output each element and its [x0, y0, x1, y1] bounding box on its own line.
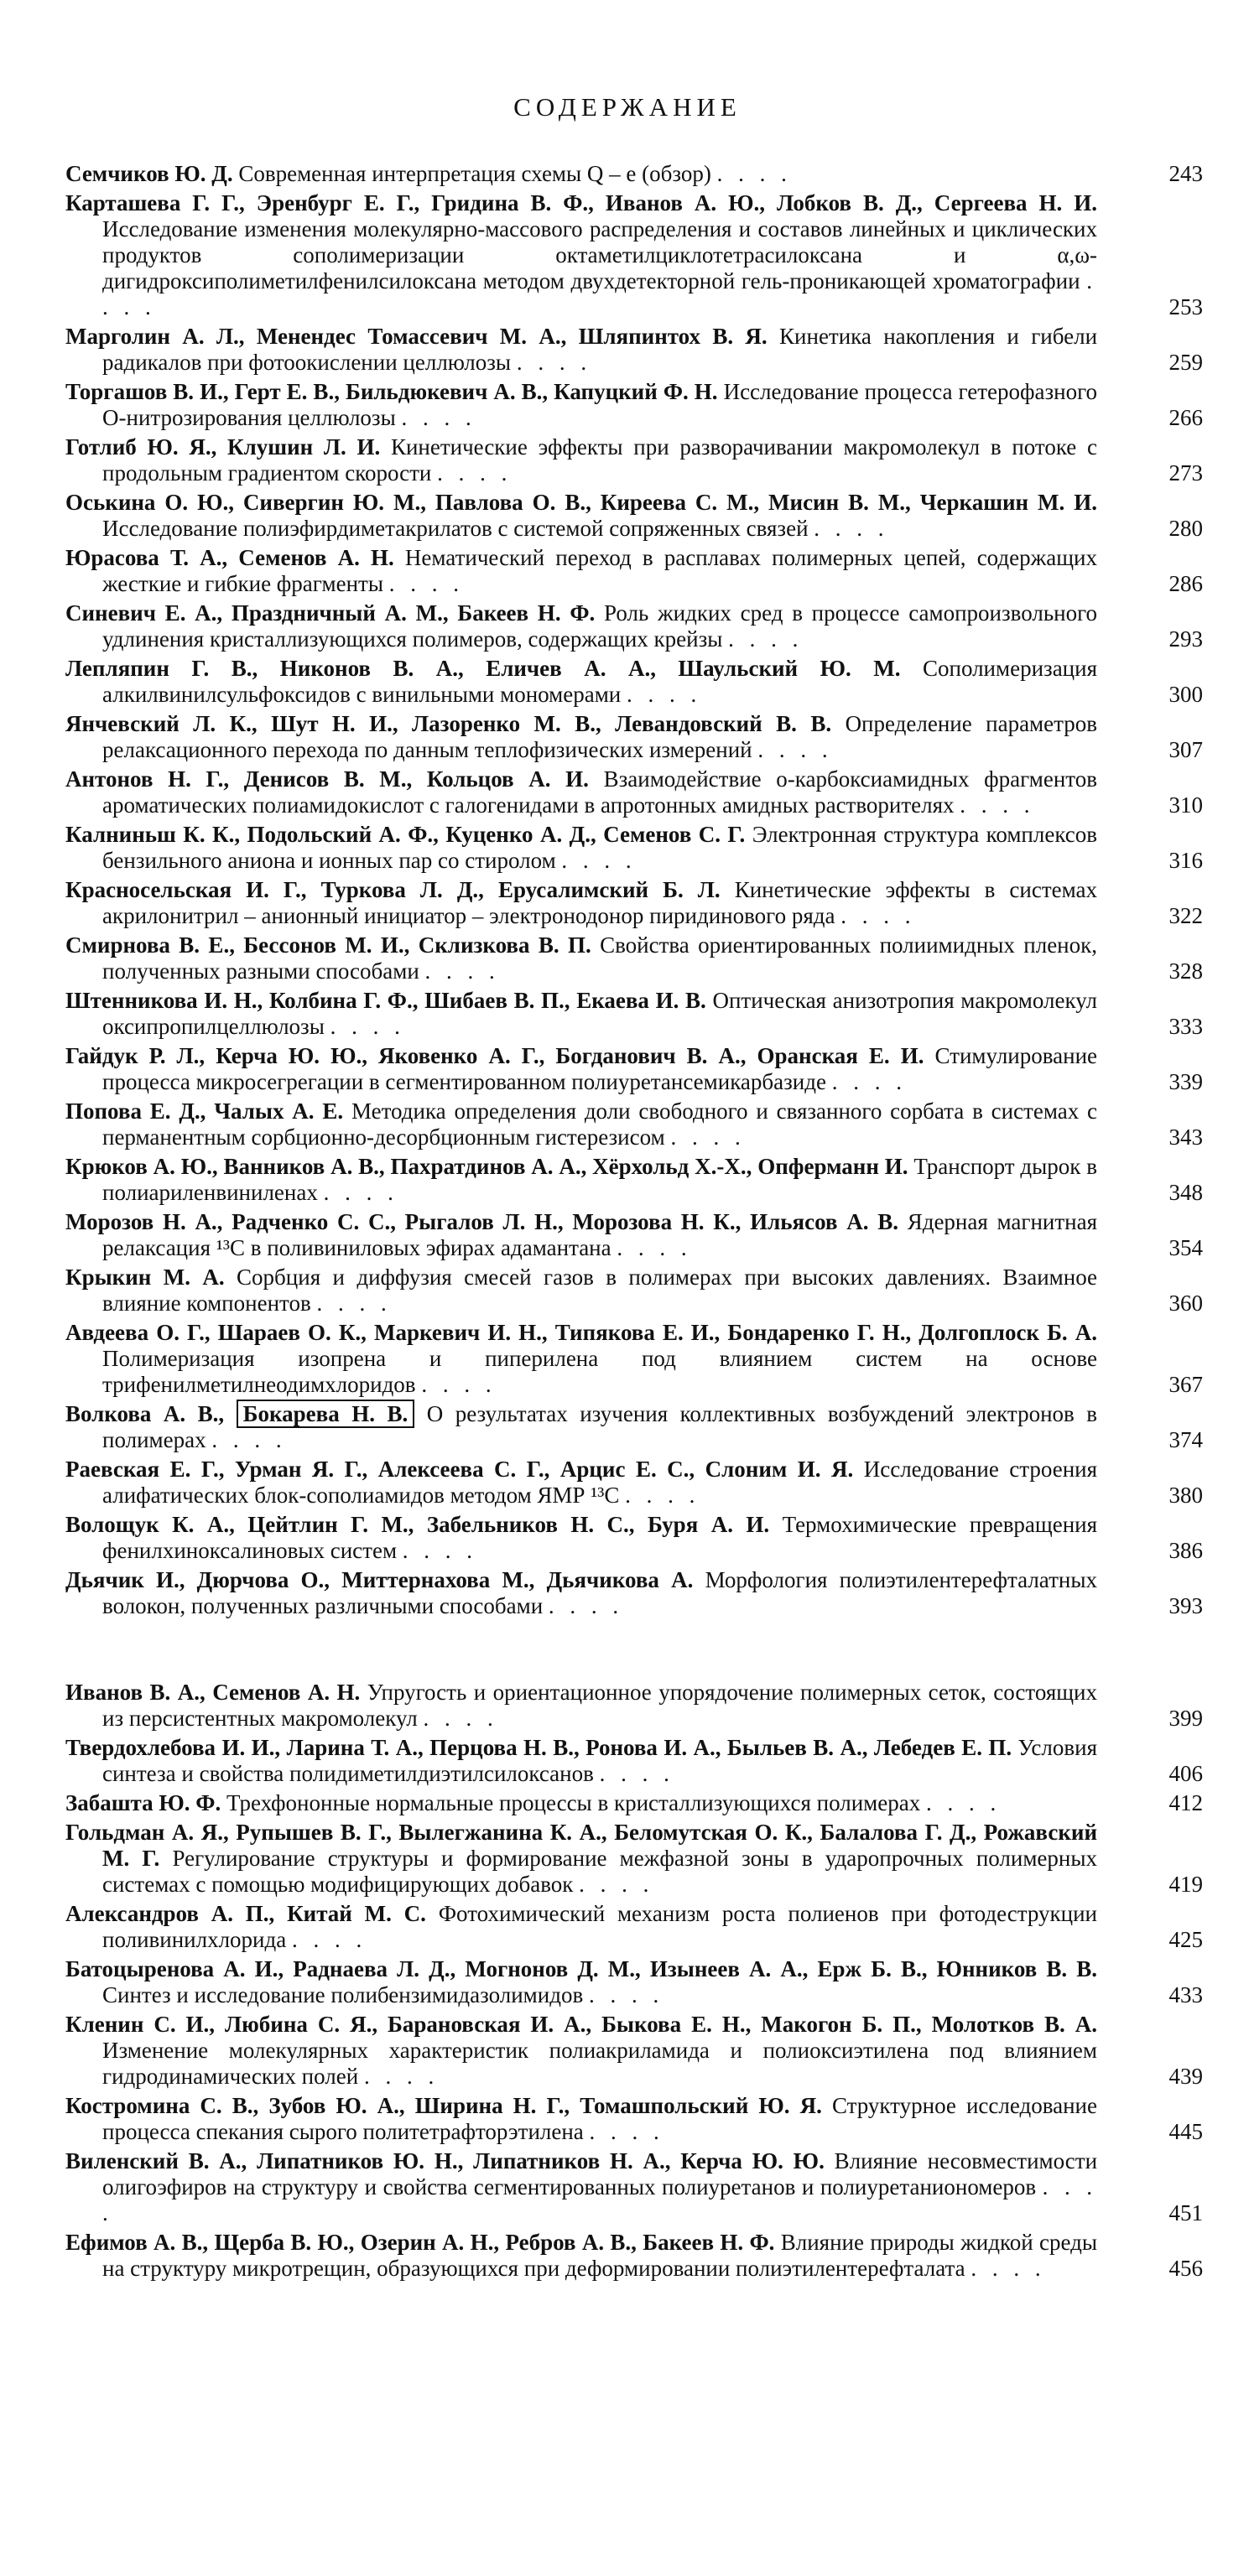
entry-authors: Забашта Ю. Ф.	[65, 1790, 221, 1815]
entry-page: 280	[1168, 516, 1203, 541]
entry-leader: . . . .	[757, 737, 833, 762]
toc-entry	[65, 1820, 1203, 1898]
toc-entry	[65, 490, 1203, 542]
entry-authors: Твердохлебова И. И., Ларина Т. А., Перцова Н. В., Ронова И. А., Быльев В. А., Лебедев Е. П.	[65, 1735, 1012, 1760]
toc-entry	[65, 656, 1203, 708]
entry-leader: . . . .	[330, 1014, 405, 1039]
entry-page: 367	[1168, 1372, 1203, 1397]
entry-leader: . . . .	[716, 161, 792, 186]
toc-entry	[65, 2012, 1203, 2090]
entry-page: 399	[1168, 1706, 1203, 1731]
entry-leader: . . . .	[423, 1706, 498, 1731]
entry-title: Свойства ориентированных полиимидных пленок, полученных разными способами	[102, 932, 1098, 984]
entry-authors: Семчиков Ю. Д.	[65, 161, 233, 186]
toc-entry	[65, 2230, 1203, 2282]
entry-page: 286	[1168, 571, 1203, 596]
entry-title: Взаимодействие о-карбоксиамидных фрагментов ароматических полиамидокислот с галогенидами в апротонных амидных растворителях	[102, 766, 1098, 818]
entry-page: 253	[1168, 294, 1203, 319]
entry-authors: Оськина О. Ю., Сивергин Ю. М., Павлова О. В., Киреева С. М., Мисин В. М., Черкашин М. И.	[65, 490, 1097, 515]
entry-authors: Гольдман А. Я., Рупышев В. Г., Вылегжанина К. А., Беломутская О. К., Балалова Г. Д., Рожавский М. Г.	[65, 1820, 1097, 1871]
entry-page: 445	[1168, 2119, 1203, 2144]
entry-authors: Красносельская И. Г., Туркова Л. Д., Ерусалимский Б. Л.	[65, 877, 721, 902]
entry-title: О результатах изучения коллективных возбуждений электронов в полимерах	[102, 1401, 1098, 1452]
entry-page: 328	[1168, 958, 1203, 984]
entry-title: Ядерная магнитная релаксация ¹³С в поливиниловых эфирах адамантана	[102, 1209, 1098, 1260]
entry-leader: . . . .	[102, 2174, 1098, 2225]
entry-title: Исследование полиэфирдиметакрилатов с системой сопряженных связей	[102, 516, 809, 541]
entry-page: 451	[1168, 2200, 1203, 2225]
entry-title: Фотохимический механизм роста полиенов при фотодеструкции поливинилхлорида	[102, 1901, 1098, 1952]
toc-entry	[65, 932, 1203, 984]
entry-title: Трехфононные нормальные процессы в кристаллизующихся полимерах	[226, 1790, 921, 1815]
entry-authors: Виленский В. А., Липатников Ю. Н., Липатников Н. А., Керча Ю. Ю.	[65, 2148, 825, 2174]
entry-page: 380	[1168, 1483, 1203, 1508]
entry-page: 333	[1168, 1014, 1203, 1039]
entry-title: Транспорт дырок в полиариленвиниленах	[102, 1154, 1098, 1205]
entry-authors: Янчевский Л. К., Шут Н. И., Лазоренко М. В., Левандовский В. В.	[65, 711, 832, 736]
entry-authors: Синевич Е. А., Праздничный А. М., Бакеев Н. Ф.	[65, 600, 596, 626]
entry-leader: . . . .	[102, 268, 1098, 319]
entry-authors: Волощук К. А., Цейтлин Г. М., Забельников Н. С., Буря А. И.	[65, 1512, 770, 1537]
entry-page: 433	[1168, 1982, 1203, 2007]
toc-entry	[65, 1901, 1203, 1953]
entry-page: 386	[1168, 1538, 1203, 1563]
toc-entry	[65, 1320, 1203, 1398]
toc-entry	[65, 877, 1203, 929]
entry-leader: . . . .	[627, 682, 702, 707]
entry-page: 259	[1168, 350, 1203, 375]
entry-leader: . . . .	[424, 958, 500, 984]
entry-leader: . . . .	[211, 1427, 287, 1452]
entry-page: 354	[1168, 1235, 1203, 1260]
entry-page: 339	[1168, 1069, 1203, 1094]
entry-title: Условия синтеза и свойства полидиметилдиэтилсилоксанов	[102, 1735, 1097, 1786]
entry-leader: . . . .	[814, 516, 889, 541]
toc-entry	[65, 711, 1203, 763]
entry-leader: . . . .	[402, 1538, 478, 1563]
entry-authors: Готлиб Ю. Я., Клушин Л. И.	[65, 434, 381, 460]
toc-entry	[65, 1265, 1203, 1317]
entry-title: Изменение молекулярных характеристик полиакриламида и полиоксиэтилена под влиянием гидродинамических полей	[102, 2038, 1097, 2089]
entry-authors: Карташева Г. Г., Эренбург Е. Г., Гридина В. Ф., Иванов А. Ю., Лобков В. Д., Сергеева Н. И.	[65, 190, 1097, 216]
page-title: СОДЕРЖАНИЕ	[513, 92, 742, 122]
entry-authors: Иванов В. А., Семенов А. Н.	[65, 1680, 361, 1705]
toc-entry	[65, 2148, 1203, 2226]
entry-authors: Авдеева О. Г., Шараев О. К., Маркевич И. Н., Типякова Е. И., Бондаренко Г. Н., Долгоплоск Б. А.	[65, 1320, 1097, 1345]
entry-authors: Волкова А. В.,	[65, 1401, 225, 1426]
entry-leader: . . . .	[840, 903, 916, 928]
toc-entry	[65, 1680, 1203, 1732]
entry-page: 310	[1168, 792, 1203, 818]
entry-title: Термохимические превращения фенилхиноксалиновых систем	[102, 1512, 1098, 1563]
entry-leader: . . . .	[516, 350, 592, 375]
entry-page: 348	[1168, 1180, 1203, 1205]
entry-page: 360	[1168, 1291, 1203, 1316]
entry-title: Исследование изменения молекулярно-массового распределения и составов линейных и циклических продуктов сополимеризации октаметилциклотетрасилоксана и α,ω-дигидроксиполиметилфенилсилоксана методом двухдетекторной гель-проникающей хроматографии	[102, 216, 1097, 293]
entry-authors: Костромина С. В., Зубов Ю. А., Ширина Н. Г., Томашпольский Ю. Я.	[65, 2093, 822, 2118]
toc-entry	[65, 1043, 1203, 1095]
entry-leader: . . . .	[925, 1790, 1002, 1815]
toc-entry	[65, 1401, 1203, 1453]
entry-page: 307	[1168, 737, 1203, 762]
entry-title: Кинетические эффекты в системах акрилонитрил – анионный инициатор – электронодонор пиридинового ряда	[102, 877, 1097, 928]
entry-title: Полимеризация изопрена и пиперилена под влиянием систем на основе трифенилметилнеодимхлоридов	[102, 1346, 1097, 1397]
entry-leader: . . . .	[728, 626, 804, 652]
entry-title: Определение параметров релаксационного перехода по данным теплофизических измерений	[102, 711, 1097, 762]
toc-entry	[65, 1098, 1203, 1150]
entry-title: Исследование процесса гетерофазного О-нитрозирования целлюлозы	[102, 379, 1098, 430]
entry-page: 243	[1168, 161, 1203, 186]
toc-entry	[65, 434, 1203, 486]
toc-entry	[65, 1567, 1203, 1619]
entry-leader: . . . .	[561, 848, 637, 873]
entry-title: Электронная структура комплексов бензильного аниона и ионных пар со стиролом	[102, 822, 1098, 873]
toc-entry	[65, 324, 1203, 376]
entry-leader: . . . .	[599, 1761, 674, 1786]
entry-title: Влияние несовместимости олигоэфиров на структуру и свойства сегментированных полиуретанов и полиуретаниономеров	[102, 2148, 1098, 2199]
entry-authors: Ефимов А. В., Щерба В. Ю., Озерин А. Н., Ребров А. В., Бакеев Н. Ф.	[65, 2230, 775, 2255]
entry-leader: . . . .	[617, 1235, 692, 1260]
entry-leader: . . . .	[625, 1483, 700, 1508]
entry-leader: . . . .	[421, 1372, 497, 1397]
entry-title: Оптическая анизотропия макромолекул оксипропилцеллюлозы	[102, 988, 1097, 1039]
entry-leader: . . . .	[316, 1291, 392, 1316]
entry-leader: . . . .	[401, 405, 476, 430]
entry-leader: . . . .	[323, 1180, 398, 1205]
entry-page: 293	[1168, 626, 1203, 652]
toc-entry	[65, 190, 1203, 320]
section-gap	[65, 1619, 1097, 1680]
entry-authors: Калниньш К. К., Подольский А. Ф., Куценко А. Д., Семенов С. Г.	[65, 822, 746, 847]
entry-title: Сополимеризация алкилвинилсульфоксидов с винильными мономерами	[102, 656, 1097, 707]
toc-entry	[65, 161, 1203, 187]
entry-title: Современная интерпретация схемы Q – e (обзор)	[238, 161, 711, 186]
entry-page: 343	[1168, 1124, 1203, 1150]
entry-leader: . . . .	[960, 792, 1035, 818]
entry-page: 419	[1168, 1872, 1203, 1897]
toc-entry	[65, 822, 1203, 874]
entry-page: 456	[1168, 2256, 1203, 2281]
toc-entry	[65, 600, 1203, 652]
entry-title: Методика определения доли свободного и связанного сорбата в системах с перманентным сорбционно-десорбционным гистерезисом	[102, 1098, 1098, 1150]
entry-authors: Раевская Е. Г., Урман Я. Г., Алексеева С. Г., Арцис Е. С., Слоним И. Я.	[65, 1457, 854, 1482]
entry-authors: Дьячик И., Дюрчова О., Миттернахова М., Дьячикова А.	[65, 1567, 694, 1592]
entry-title: Сорбция и диффузия смесей газов в полимерах при высоких давлениях. Взаимное влияние компонентов	[102, 1265, 1098, 1316]
entry-leader: . . . .	[363, 2064, 440, 2089]
entry-page: 374	[1168, 1427, 1203, 1452]
entry-leader: . . . .	[971, 2256, 1046, 2281]
entry-page: 412	[1168, 1790, 1203, 1815]
entry-leader: . . . .	[831, 1069, 907, 1094]
toc-entry	[65, 988, 1203, 1040]
toc-entry	[65, 1956, 1203, 2008]
entry-title: Кинетические эффекты при разворачивании макромолекул в потоке с продольным градиентом скорости	[102, 434, 1097, 486]
toc-entry	[65, 1457, 1203, 1509]
entry-boxed-author: Бокарева Н. В.	[237, 1400, 415, 1428]
entry-authors: Батоцыренова А. И., Раднаева Л. Д., Могнонов Д. М., Изынеев А. А., Ерж Б. В., Юнников В. В.	[65, 1956, 1097, 1981]
entry-authors: Крыкин М. А.	[65, 1265, 225, 1290]
toc-entry	[65, 1512, 1203, 1564]
entry-leader: . . . .	[579, 1872, 654, 1897]
entry-leader: . . . .	[588, 1982, 664, 2007]
entry-leader: . . . .	[291, 1927, 367, 1952]
entry-page: 316	[1168, 848, 1203, 873]
table-of-contents	[65, 161, 1203, 2282]
entry-page: 393	[1168, 1593, 1203, 1618]
entry-title: Синтез и исследование полибензимидазолимидов	[102, 1982, 584, 2007]
entry-title: Исследование строения алифатических блок-сополиамидов методом ЯМР ¹³С	[102, 1457, 1098, 1508]
entry-leader: . . . .	[388, 571, 464, 596]
entry-authors: Александров А. П., Китай М. С.	[65, 1901, 426, 1926]
entry-title: Морфология полиэтилентерефталатных волокон, полученных различными способами	[102, 1567, 1097, 1618]
entry-authors: Антонов Н. Г., Денисов В. М., Кольцов А. И.	[65, 766, 589, 792]
entry-page: 322	[1168, 903, 1203, 928]
entry-authors: Штенникова И. Н., Колбина Г. Ф., Шибаев В. П., Екаева И. В.	[65, 988, 706, 1013]
entry-leader: . . . .	[589, 2119, 664, 2144]
toc-entry	[65, 379, 1203, 431]
entry-authors: Кленин С. И., Любина С. Я., Барановская И. А., Быкова Е. Н., Макогон Б. П., Молотков В. А.	[65, 2012, 1097, 2037]
entry-title: Роль жидких сред в процессе самопроизвольного удлинения кристаллизующихся полимеров, содержащих крейзы	[102, 600, 1098, 652]
toc-entry	[65, 1209, 1203, 1261]
toc-entry	[65, 2093, 1203, 2145]
entry-title: Стимулирование процесса микросегрегации в сегментированном полиуретансемикарбазиде	[102, 1043, 1097, 1094]
entry-authors: Марголин А. Л., Менендес Томассевич М. А., Шляпинтох В. Я.	[65, 324, 768, 349]
toc-entry	[65, 1790, 1203, 1816]
entry-page: 266	[1168, 405, 1203, 430]
entry-authors: Торгашов В. И., Герт Е. В., Бильдюкевич А. В., Капуцкий Ф. Н.	[65, 379, 718, 404]
entry-leader: . . . .	[437, 460, 513, 486]
toc-entry	[65, 766, 1203, 818]
entry-leader: . . . .	[670, 1124, 746, 1150]
entry-title: Нематический переход в расплавах полимерных цепей, содержащих жесткие и гибкие фрагменты	[102, 545, 1097, 596]
entry-page: 439	[1168, 2064, 1203, 2089]
entry-title: Влияние природы жидкой среды на структуру микротрещин, образующихся при деформировании полиэтилентерефталата	[102, 2230, 1098, 2281]
toc-entry	[65, 545, 1203, 597]
entry-authors: Попова Е. Д., Чалых А. Е.	[65, 1098, 344, 1124]
entry-authors: Гайдук Р. Л., Керча Ю. Ю., Яковенко А. Г., Богданович В. А., Оранская Е. И.	[65, 1043, 924, 1068]
entry-title: Кинетика накопления и гибели радикалов при фотоокислении целлюлозы	[102, 324, 1098, 375]
entry-authors: Морозов Н. А., Радченко С. С., Рыгалов Л. Н., Морозова Н. К., Ильясов А. В.	[65, 1209, 898, 1234]
entry-title: Упругость и ориентационное упорядочение полимерных сеток, состоящих из персистентных макромолекул	[102, 1680, 1097, 1731]
entry-title: Регулирование структуры и формирование межфазной зоны в ударопрочных полимерных системах с помощью модифицирующих добавок	[102, 1846, 1098, 1897]
toc-entry	[65, 1154, 1203, 1206]
entry-authors: Крюков А. Ю., Ванников А. В., Пахратдинов А. А., Хёрхольд Х.-Х., Опферманн И.	[65, 1154, 908, 1179]
entry-page: 300	[1168, 682, 1203, 707]
entry-authors: Лепляпин Г. В., Никонов В. А., Еличев А. А., Шаульский Ю. М.	[65, 656, 901, 681]
entry-title: Структурное исследование процесса спекания сырого политетрафторэтилена	[102, 2093, 1097, 2144]
entry-leader: . . . .	[548, 1593, 624, 1618]
entry-page: 406	[1168, 1761, 1203, 1786]
entry-page: 273	[1168, 460, 1203, 486]
entry-authors: Смирнова В. Е., Бессонов М. И., Склизкова В. П.	[65, 932, 591, 958]
toc-entry	[65, 1735, 1203, 1787]
entry-authors: Юрасова Т. А., Семенов А. Н.	[65, 545, 394, 570]
entry-page: 425	[1168, 1927, 1203, 1952]
